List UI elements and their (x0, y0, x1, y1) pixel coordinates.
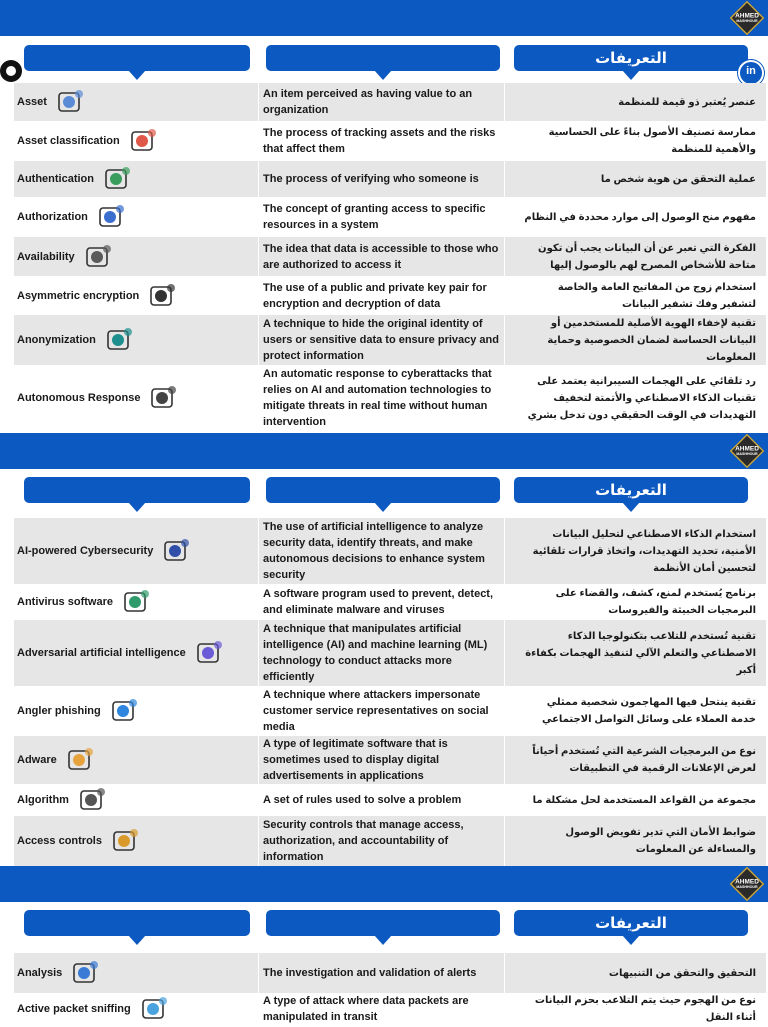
column-headers (0, 910, 768, 950)
term-cell (14, 197, 258, 237)
cloud-network-icon (139, 994, 169, 1024)
arabic-definition-cell: استخدام زوج من المفاتيح العامة والخاصة لتشفير وفك تشفير البيانات (504, 276, 766, 315)
table-row (14, 816, 766, 866)
term-label: Availability (17, 250, 75, 263)
term-label: Asset classification (17, 135, 120, 147)
table-row (14, 620, 766, 686)
shield-alert-icon (121, 587, 151, 617)
definition-cell: The use of a public and private key pair for encryption and decryption of data (258, 276, 504, 315)
column-headers (0, 477, 768, 517)
term-cell (14, 365, 258, 431)
header-pill-term (24, 477, 250, 503)
head-gear-icon (77, 785, 107, 815)
section-band (0, 866, 768, 902)
header-pill-arabic: التعريفات (514, 45, 748, 71)
table-row (14, 121, 766, 161)
brand-logo: AHMED MASHHOUR (730, 434, 765, 469)
arabic-definition-cell: الفكرة التي تعبر عن أن البيانات يجب أن تكون متاحة للأشخاص المصرح لهم بالوصول إليها (504, 237, 766, 276)
term-cell (14, 121, 258, 161)
table-row (14, 953, 766, 993)
arabic-definition-cell: نوع من البرمجيات الشرعية التي تُستخدم أحياناً لعرض الإعلانات الرقمية في التطبيقات (504, 736, 766, 784)
anonymous-question-icon (104, 325, 134, 355)
term-cell (14, 518, 258, 584)
arabic-definition-cell: التحقيق والتحقق من التنبيهات (504, 953, 766, 993)
definition-cell: An item perceived as having value to an organization (258, 83, 504, 121)
key-pair-lock-icon (147, 281, 177, 311)
table-row (14, 276, 766, 315)
definition-cell: Security controls that manage access, authorization, and accountability of information (258, 816, 504, 866)
section-band (0, 433, 768, 469)
header-pill-arabic: التعريفات (514, 910, 748, 936)
header-pill-term (24, 910, 250, 936)
definition-cell: A type of attack where data packets are manipulated in transit (258, 993, 504, 1024)
table-row (14, 197, 766, 237)
term-cell (14, 161, 258, 197)
table-row (14, 584, 766, 620)
term-cell (14, 83, 258, 121)
table-row (14, 518, 766, 584)
arabic-definition-cell: برنامج يُستخدم لمنع، كشف، والقضاء على البرمجيات الخبيثة والفيروسات (504, 584, 766, 620)
term-cell (14, 237, 258, 276)
header-pill-arabic: التعريفات (514, 477, 748, 503)
arabic-definition-cell: مجموعة من القواعد المستخدمة لحل مشكلة ما (504, 784, 766, 816)
analysis-magnifier-icon (70, 958, 100, 988)
table-row (14, 237, 766, 276)
arabic-definition-cell: ممارسة تصنيف الأصول بناءً على الحساسية والأهمية للمنظمة (504, 121, 766, 161)
definition-cell: A technique that manipulates artificial intelligence (AI) and machine learning (ML) technology to conduct attacks more efficiently (258, 620, 504, 686)
hacker-face-icon (109, 696, 139, 726)
definition-cell: A technique to hide the original identity of users or sensitive data to ensure privacy and protect information (258, 315, 504, 365)
section-band (0, 0, 768, 36)
ad-window-icon (65, 745, 95, 775)
term-label: Autonomous Response (17, 392, 141, 404)
term-label: Authentication (17, 173, 94, 185)
term-label: Angler phishing (17, 705, 101, 717)
table-row (14, 83, 766, 121)
term-label: Adversarial artificial intelligence (17, 647, 186, 659)
term-label: Antivirus software (17, 596, 113, 608)
allowed-document-icon (83, 242, 113, 272)
term-label: Analysis (17, 967, 63, 979)
header-pill-definition (266, 910, 500, 936)
definition-cell: A software program used to prevent, detect, and eliminate malware and viruses (258, 584, 504, 620)
arabic-definition-cell: نوع من الهجوم حيث يتم التلاعب بحزم البيانات أثناء النقل (504, 993, 766, 1024)
table-row (14, 686, 766, 736)
arabic-definition-cell: عنصر يُعتبر ذو قيمة للمنظمة (504, 83, 766, 121)
definition-cell: An automatic response to cyberattacks that relies on AI and automation technologies to mitigate threats in real time without human intervention (258, 365, 504, 431)
arabic-definition-cell: مفهوم منح الوصول إلى موارد محددة في النظام (504, 197, 766, 237)
column-headers (0, 45, 768, 85)
term-label: Anonymization (17, 334, 96, 346)
term-cell (14, 953, 258, 993)
target-dollar-icon (128, 126, 158, 156)
term-label: Adware (17, 754, 57, 766)
table-row (14, 365, 766, 431)
arabic-definition-cell: رد تلقائي على الهجمات السيبرانية يعتمد على تقنيات الذكاء الاصطناعي والأتمتة لتخفيف التهديدات في الوقت الحقيقي دون تدخل بشري (504, 365, 766, 431)
term-label: Active packet sniffing (17, 1002, 131, 1015)
term-label: Asymmetric encryption (17, 289, 140, 302)
table-row (14, 784, 766, 816)
definition-cell: A set of rules used to solve a problem (258, 784, 504, 816)
term-cell (14, 816, 258, 866)
ai-brain-icon (194, 638, 224, 668)
term-cell (14, 315, 258, 365)
term-cell (14, 736, 258, 784)
term-label: Algorithm (17, 794, 69, 806)
arabic-definition-cell: عملية التحقق من هوية شخص ما (504, 161, 766, 197)
table-row (14, 736, 766, 784)
header-pill-definition (266, 477, 500, 503)
header-pill-term (24, 45, 250, 71)
shield-user-check-icon (102, 164, 132, 194)
arabic-definition-cell: ضوابط الأمان التي تدير تفويض الوصول والمساءلة عن المعلومات (504, 816, 766, 866)
term-label: Access controls (17, 835, 102, 847)
table-row (14, 315, 766, 365)
term-cell (14, 784, 258, 816)
hand-lock-key-icon (110, 826, 140, 856)
definition-cell: The concept of granting access to specific resources in a system (258, 197, 504, 237)
arabic-definition-cell: تقنية ينتحل فيها المهاجمون شخصية ممثلي خدمة العملاء على وسائل التواصل الاجتماعي (504, 686, 766, 736)
term-cell (14, 993, 258, 1024)
person-at-desk-icon (96, 202, 126, 232)
definition-cell: The investigation and validation of alerts (258, 953, 504, 993)
github-icon[interactable] (0, 60, 22, 82)
brand-logo: AHMED MASHHOUR (730, 867, 765, 902)
table-row (14, 993, 766, 1024)
asset-chart-gear-icon (55, 87, 85, 117)
arabic-definition-cell: تقنية لإخفاء الهوية الأصلية للمستخدمين أو البيانات الحساسة لضمان الخصوصية وحماية المعلومات (504, 315, 766, 365)
gear-circuit-icon (148, 383, 178, 413)
definition-cell: A type of legitimate software that is sometimes used to display digital advertisements in applications (258, 736, 504, 784)
definition-cell: A technique where attackers impersonate customer service representatives on social media (258, 686, 504, 736)
definition-cell: The process of verifying who someone is (258, 161, 504, 197)
term-cell (14, 686, 258, 736)
definition-cell: The use of artificial intelligence to analyze security data, identify threats, and make autonomous decisions to enhance system security (258, 518, 504, 584)
term-label: AI-powered Cybersecurity (17, 545, 154, 557)
term-label: Authorization (17, 211, 88, 223)
arabic-definition-cell: تقنية تُستخدم للتلاعب بتكنولوجيا الذكاء الاصطناعي والتعلم الآلي لتنفيذ الهجمات بكفاءة أكبر (504, 620, 766, 686)
definition-cell: The process of tracking assets and the risks that affect them (258, 121, 504, 161)
definition-cell: The idea that data is accessible to those who are authorized to access it (258, 237, 504, 276)
term-cell (14, 584, 258, 620)
linkedin-icon[interactable]: in (738, 60, 764, 86)
header-pill-definition (266, 45, 500, 71)
brand-logo: AHMED MASHHOUR (730, 1, 765, 36)
arabic-definition-cell: استخدام الذكاء الاصطناعي لتحليل البيانات الأمنية، تحديد التهديدات، واتخاذ قرارات تلقائية لتحسين أمان الأنظمة (504, 518, 766, 584)
term-cell (14, 276, 258, 315)
term-cell (14, 620, 258, 686)
ai-chip-icon (161, 536, 191, 566)
term-label: Asset (17, 96, 47, 108)
table-row (14, 161, 766, 197)
